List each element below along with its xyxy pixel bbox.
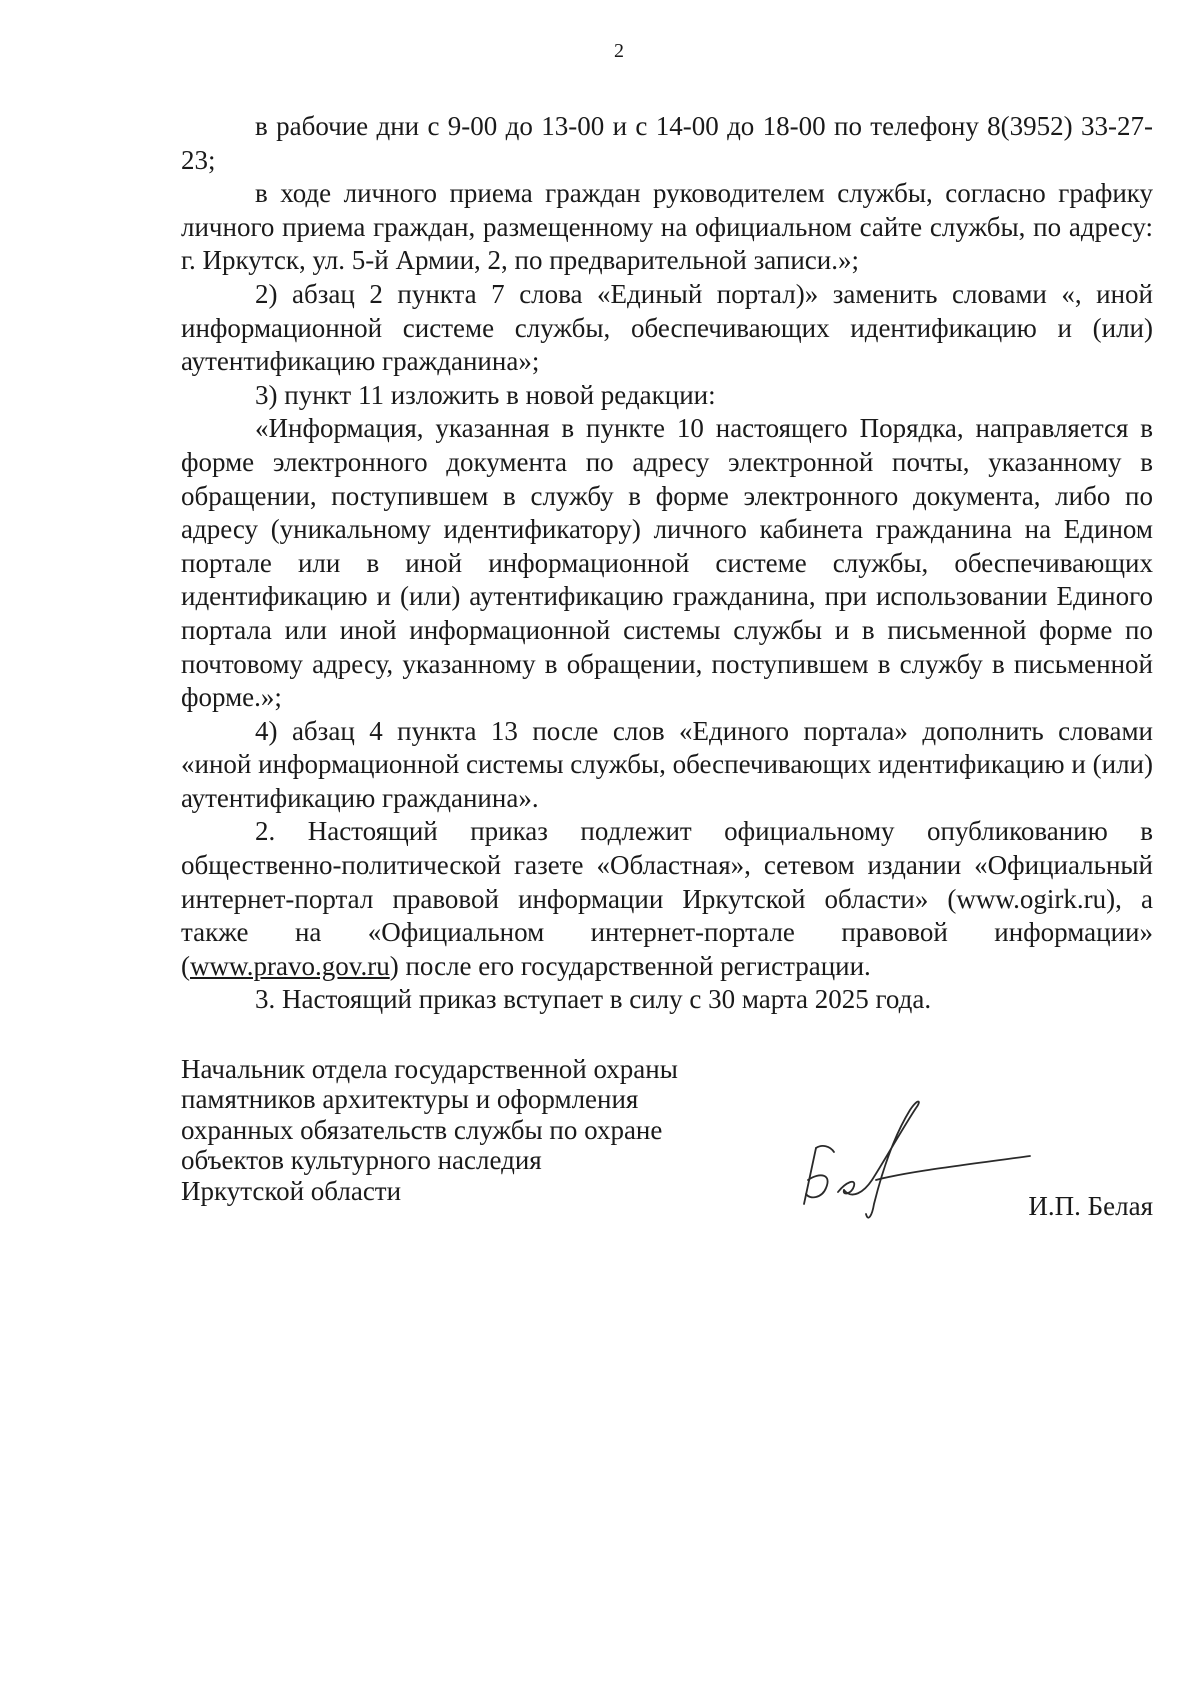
paragraph-item-2: 2) абзац 2 пункта 7 слова «Единый портал)» заменить словами «, иной информационной системе службы, обеспечивающих идентификацию и (или) аутентификацию гражданина»; bbox=[181, 278, 1153, 377]
signature-block bbox=[181, 1054, 1153, 1234]
signer-position-line: Начальник отдела государственной охраны bbox=[181, 1054, 678, 1084]
signer-position-line: объектов культурного наследия bbox=[181, 1145, 542, 1176]
signer-position-line: Иркутской области bbox=[181, 1175, 402, 1206]
paragraph-item-3: 3) пункт 11 изложить в новой редакции: bbox=[255, 379, 716, 410]
signer-position-line: охранных обязательств службы по охране bbox=[181, 1114, 663, 1145]
paragraph-publication bbox=[181, 815, 1153, 983]
paragraph-item-4: 4) абзац 4 пункта 13 после слов «Единого портала» дополнить словами «иной информационной системы службы, обеспечивающих идентификацию и (или) аутентификацию гражданина». bbox=[181, 715, 1153, 813]
handwritten-signature bbox=[786, 1096, 1036, 1226]
publication-text-end: ) после его государственной регистрации. bbox=[389, 950, 871, 981]
pravo-gov-link[interactable]: www.pravo.gov.ru bbox=[190, 950, 390, 981]
document-body bbox=[181, 110, 1153, 1017]
signer-position-line: памятников архитектуры и оформления bbox=[181, 1084, 639, 1115]
signer-position bbox=[181, 1054, 678, 1206]
paragraph-phone-hours: в рабочие дни с 9-00 до 13-00 и с 14-00 до 18-00 по телефону 8(3952) 33-27-23; bbox=[181, 111, 1153, 175]
paragraph-personal-reception: в ходе личного приема граждан руководителем службы, согласно графику личного приема граждан, размещенному на официальном сайте службы, по адресу: г. Иркутск, ул. 5-й Армии, 2, по предварительной записи.»; bbox=[181, 178, 1153, 276]
signer-name: И.П. Белая bbox=[1028, 1191, 1153, 1221]
paragraph-effective-date: 3. Настоящий приказ вступает в силу с 30 марта 2025 года. bbox=[255, 984, 932, 1015]
paragraph-item-3-text: «Информация, указанная в пункте 10 настоящего Порядка, направляется в форме электронного документа по адресу электронной почты, указанному в обращении, поступившем в службу в форме электронного документа, либо по адресу (уникальному идентификатору) личного кабинета гражданина на Едином портале или в иной информационной системе службы, обеспечивающих идентификацию и (или) аутентификацию гражданина, при использовании Единого портала или иной информационной системы службы и в письменной форме по почтовому адресу, указанному в обращении, поступившем в службу в письменной форме.»; bbox=[181, 413, 1153, 713]
publication-text: 2. Настоящий приказ подлежит официальному опубликованию в общественно-политической газете «Областная», сетевом издании «Официальный интернет-портал правовой информации Иркутской области» (www.ogirk.ru), а также на «Официальном интернет-портале правовой информации» ( bbox=[181, 816, 1153, 981]
page-number: 2 bbox=[614, 40, 624, 62]
